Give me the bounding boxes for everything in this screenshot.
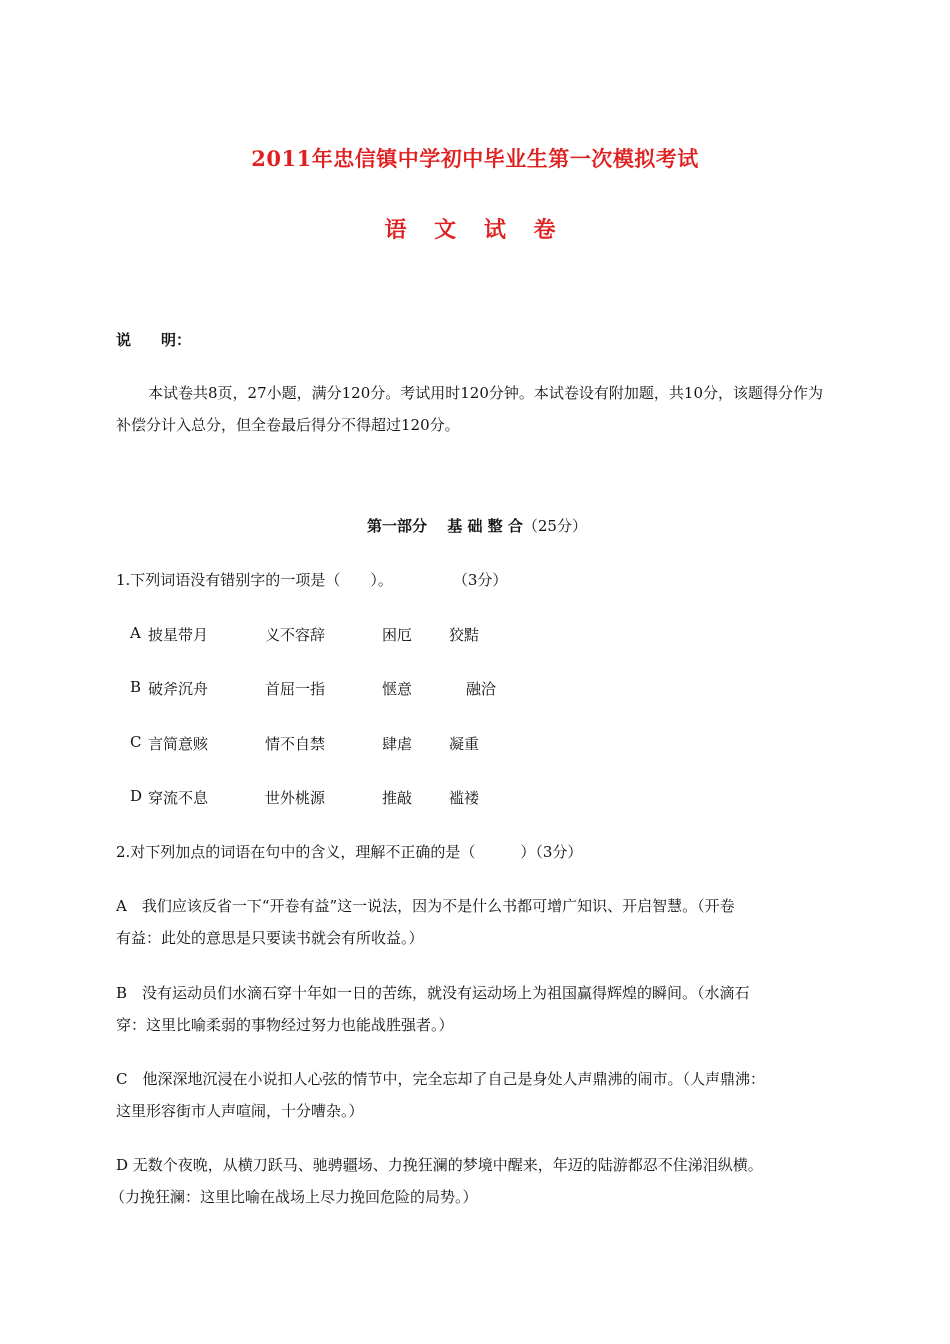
q1-option-b: [0, 678, 950, 698]
option-word: 世外桃源: [265, 789, 326, 807]
option-word: 义不容辞: [265, 626, 326, 644]
q2-option-d-line2: （力挽狂澜：这里比喻在战场上尽力挽回危险的局势。）: [110, 1188, 478, 1206]
question-2-stem: 2.对下列加点的词语在句中的含义，理解不正确的是（ ）（3分）: [116, 843, 583, 861]
q1-option-c: [0, 733, 950, 753]
q2-option-b-line1: B 没有运动员们水滴石穿十年如一日的苦练，就没有运动场上为祖国赢得辉煌的瞬间。（水滴石: [116, 984, 750, 1002]
q2-option-d-line1: D 无数个夜晚，从横刀跃马、驰骋疆场、力挽狂澜的梦境中醒来，年迈的陆游都忍不住涕泪纵横。: [116, 1156, 763, 1174]
option-word: 言简意赅: [148, 735, 209, 753]
option-word: 凝重: [449, 735, 480, 753]
section-title: 第一部分 基 础 整 合: [367, 517, 523, 535]
option-word: 穿流不息: [148, 789, 209, 807]
option-word: 困厄: [382, 626, 413, 644]
option-word: 披星带月: [148, 626, 209, 644]
section-heading: [367, 516, 587, 536]
q2-option-b-line2: 穿：这里比喻柔弱的事物经过努力也能战胜强者。）: [116, 1016, 454, 1034]
option-word: 首屈一指: [265, 680, 326, 698]
option-letter: C: [130, 733, 142, 751]
option-word: 狡黠: [449, 626, 480, 644]
q2-option-c-line2: 这里形容街市人声喧闹，十分嘈杂。）: [116, 1102, 364, 1120]
notes-text: 本试卷共8页，27小题，满分120分。考试用时120分钟。本试卷设有附加题，共10分，该题得分作为补偿分计入总分，但全卷最后得分不得超过120分。: [116, 384, 823, 434]
option-word: 情不自禁: [265, 735, 326, 753]
option-letter: B: [130, 678, 142, 696]
page-subtitle: 语 文 试 卷: [384, 217, 566, 243]
q2-option-c-line1: C 他深深地沉浸在小说扣人心弦的情节中，完全忘却了自己是身处人声鼎沸的闹市。（人声鼎沸：: [116, 1070, 765, 1088]
page-title: 2011年忠信镇中学初中毕业生第一次模拟考试: [251, 146, 699, 171]
notes-label: 说 明：: [116, 331, 192, 349]
option-word: 肆虐: [382, 735, 413, 753]
option-word: 融洽: [466, 680, 497, 698]
question-1-stem: 1.下列词语没有错别字的一项是（ ）。 （3分）: [116, 571, 508, 589]
section-score: （25分）: [522, 517, 587, 535]
option-letter: A: [130, 624, 141, 642]
option-word: 破斧沉舟: [148, 680, 209, 698]
q2-option-a-line1: A 我们应该反省一下“开卷有益”这一说法，因为不是什么书都可增广知识、开启智慧。（开卷: [116, 897, 735, 915]
option-word: 推敲: [382, 789, 413, 807]
q1-option-d: [0, 787, 950, 807]
option-word: 惬意: [382, 680, 413, 698]
q1-option-a: [0, 624, 950, 644]
option-letter: D: [130, 787, 143, 805]
q2-option-a-line2: 有益：此处的意思是只要读书就会有所收益。）: [116, 929, 424, 947]
option-word: 褴褛: [449, 789, 480, 807]
